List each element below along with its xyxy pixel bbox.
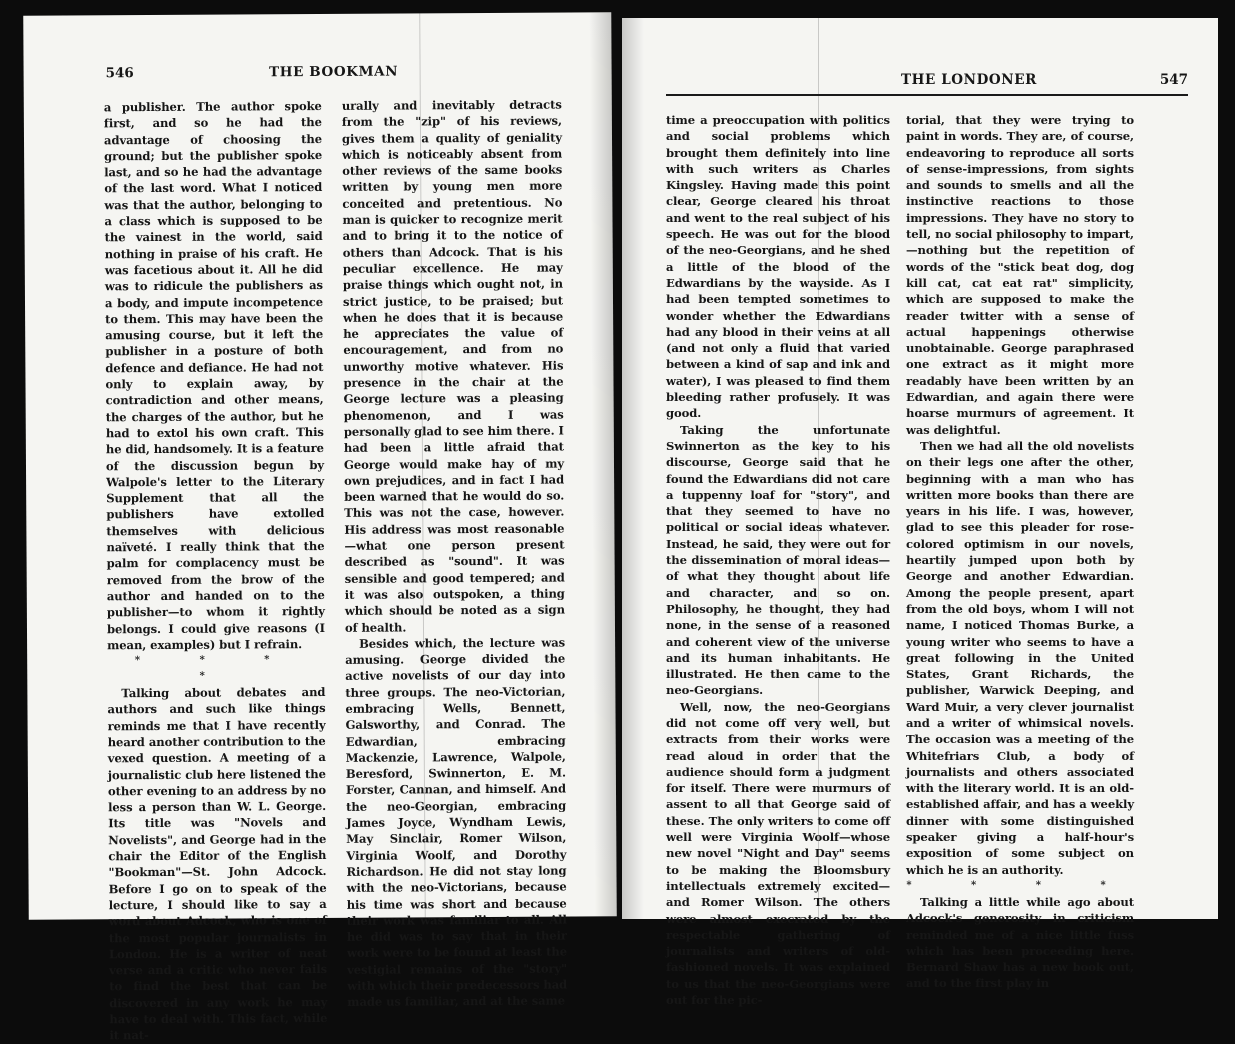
right-page xyxy=(622,18,1218,1008)
running-header xyxy=(666,72,1188,96)
gutter-shadow xyxy=(589,12,617,916)
paragraph: torial, that they were trying to paint in words. They are, of course, endeavoring to reproduce all sorts of sense-impressions, from sights and sounds to smells and all the instinctive reactions to those impressions. They have no story to tell, no social philosophy to impart,—nothing but the repetition of words of the "stick beat dog, dog kill cat, cat eat rat" simplicity, which are supposed to make the reader twitter with a sense of actual happenings otherwise unobtainable. George paraphrased one extract as it might more readably have been written by an Edwardian, and again there were hoarse murmurs of agreement. It was delightful. xyxy=(906,113,1134,437)
paragraph: Then we had all the old novelists on their legs one after the other, beginning with a man who has written more books than there are years in his life. I was, however, glad to see this pleader for rose-colored optimism in our novels, heartily jumped upon both by George and another Edwardian. Among the people present, apart from the old boys, whom I will not name, I noticed Thomas Burke, a young writer who seems to have a great following in the United States, Grant Richards, the publisher, Warwick Deeping, and Ward Muir, a very clever journalist and a writer of whimsical novels. The occasion was a meeting of the Whitefriars Club, a body of journalists and others associated with the literary world. It is an old-established affair, and has a weekly dinner with some distinguished speaker giving a half-hour's exposition of some subject on which he is an authority. xyxy=(906,438,1134,877)
paragraph: Talking a little while ago about Adcock's generosity in criticism reminded me of a nice little fuss which has been proceeding here. Bernard Shaw has a new book out, and to the first play in xyxy=(906,894,1134,991)
text-column-2 xyxy=(342,97,568,1011)
paragraph: Well, now, the neo-Georgians did not come off very well, but extracts from their works were read aloud in order that the audience should form a judgment for itself. There were murmurs of assent to all that George said of these. The only writers to come off well were Virginia Woolf—whose new novel "Night and Day" seems to be making the Bloomsbury intellectuals extremely excited—and Romer Wilson. The others were almost execrated by the respectable gathering of journalists and writers of old-fashioned novels. It was explained to us that the neo-Georgians were out for the pic- xyxy=(666,699,890,1008)
section-break: * * * * xyxy=(134,654,298,682)
paragraph: Taking the unfortunate Swinnerton as the key to his discourse, George said that he found the Edwardians did not care a tuppenny loaf for "story", and that they seemed to have no political or social ideas whatever. Instead, he said, they were out for the dissemination of moral ideas—of what they thought about life and character, and so on. Philosophy, he thought, they had none, in the sense of a reasoned and coherent view of the universe and its human inhabitants. He illustrated. He then came to the neo-Georgians. xyxy=(666,422,890,698)
running-title: THE BOOKMAN xyxy=(269,63,399,81)
running-header xyxy=(106,63,562,88)
paragraph: time a preoccupation with politics and social problems which brought them definitely into line with such writers as Charles Kingsley. Having made this point clear, George cleared his throat and went to the real subject of his speech. He was out for the blood of the neo-Georgians, and he shed a little of the blood of the Edwardians by the wayside. As I had been tempted sometimes to wonder whether the Edwardians had any blood in their veins at all (and not only a fluid that varied between a kind of sap and ink and water), I was pleased to find them bleeding rather profusely. It was good. xyxy=(666,113,890,421)
left-page xyxy=(23,12,617,1043)
gutter-shadow xyxy=(622,18,644,919)
paragraph: Talking about debates and authors and such like things reminds me that I have recently heard another contribution to the vexed question. A meeting of a journalistic club here listened the other evening to an address by no less a person than W. L. George. Its title was "Novels and Novelists", and George had in the chair the Editor of the English "Bookman"—St. John Adcock. Before I go on to speak of the lecture, I should like to say a word about Adcock, who is one of the most popular journalists in London. He is a writer of neat verse and a critic who never fails to find the best that can be discovered in any work he may have to deal with. This fact, while it nat- xyxy=(107,685,328,1043)
paragraph: urally and inevitably detracts from the "zip" of his reviews, gives them a quality of geniality which is noticeably absent from other reviews of the same books written by young men more conceited and pretentious. No man is quicker to recognize merit and to bring it to the notice of others than Adcock. That is his peculiar excellence. He may praise things which ought not, in strict justice, to be praised; but when he does that it is because he appreciates the value of encouragement, and from no unworthy motive whatever. His presence in the chair at the George lecture was a pleasing phenomenon, and I was personally glad to see him there. I had been a little afraid that George would make hay of my own prejudices, and in fact I had been warned that he would do so. This was not the case, however. His address was most reasonable—what one person present described as "sound". It was sensible and good tempered; and it was also outspoken, a thing which should be noted as a sign of health. xyxy=(341,97,565,635)
page-number: 547 xyxy=(1159,72,1188,88)
section-break: * * * * xyxy=(906,879,1134,891)
text-column-2 xyxy=(906,112,1134,992)
paragraph: Besides which, the lecture was amusing. George divided the active novelists of our day into three groups. The neo-Victorian, embracing Wells, Bennett, Galsworthy, and Conrad. The Edwardian, embracing Mackenzie, Lawrence, Walpole, Beresford, Swinnerton, E. M. Forster, Cannan, and himself. And the neo-Georgian, embracing James Joyce, Wyndham Lewis, May Sinclair, Romer Wilson, Virginia Woolf, and Dorothy Richardson. He did not stay long with the neo-Victorians, because his time was short and because their work was familiar to all. All he did was to say that in their work were to be found at least the vestigial remains of the "story" with which their predecessors had made us familiar, and at the same xyxy=(345,635,568,1010)
running-title: THE LONDONER xyxy=(901,72,1037,88)
text-column-1 xyxy=(666,112,890,1008)
page-number: 546 xyxy=(105,65,134,82)
paragraph: a publisher. The author spoke first, and so he had the advantage of choosing the ground; but the publisher spoke last, and so he had the advantage of the last word. What I noticed was that the author, belonging to a class which is supposed to be the vainest in the world, said nothing in praise of his craft. He was facetious about it. All he did was to ridicule the publishers as a body, and impute incompetence to them. This may have been the amusing course, but it left the publisher in a posture of both defence and defiance. He had not only to explain away, by contradiction and other means, the charges of the author, but he had to extol his own craft. This he did, handsomely. It is a feature of the discussion begun by Walpole's letter to the Literary Supplement that all the publishers have extolled themselves with delicious naïveté. I really think that the palm for complacency must be removed from the brow of the author and handed on to the publisher—to whom it rightly belongs. I could give reasons (I mean, examples) but I refrain. xyxy=(103,98,326,653)
text-column-1 xyxy=(104,98,328,1044)
